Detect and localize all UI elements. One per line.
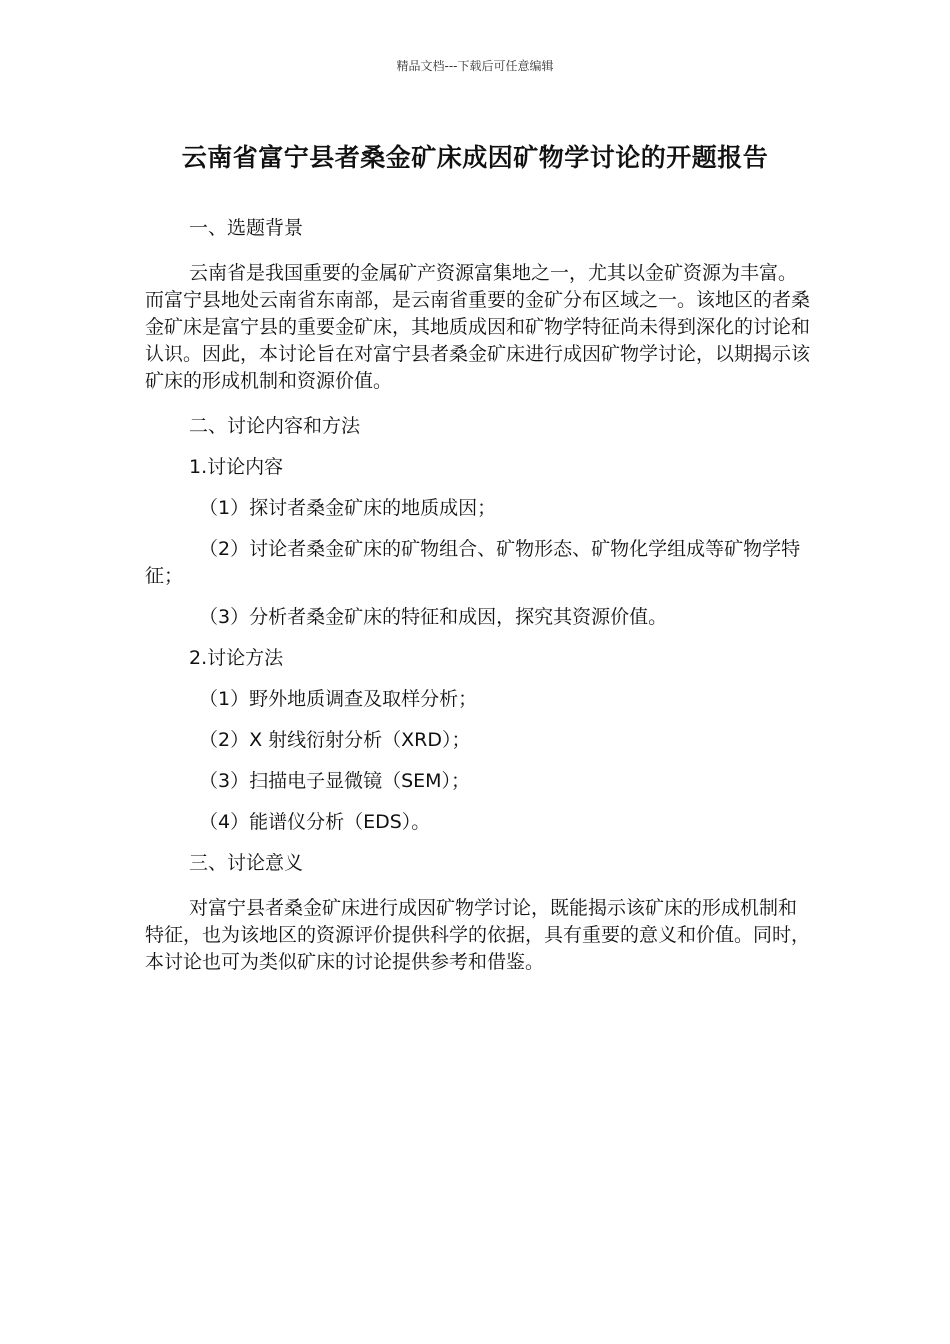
content-item: （2）讨论者桑金矿床的矿物组合、矿物形态、矿物化学组成等矿物学特征；	[145, 538, 801, 587]
document-title: 云南省富宁县者桑金矿床成因矿物学讨论的开题报告	[181, 143, 769, 172]
content-item: （1）探讨者桑金矿床的地质成因；	[199, 497, 497, 519]
background-paragraph: 云南省是我国重要的金属矿产资源富集地之一，尤其以金矿资源为丰富。而富宁县地处云南省东南部，是云南省重要的金矿分布区域之一。该地区的者桑金矿床是富宁县的重要金矿床，其地质成因和矿物学特征尚未得到深化的讨论和认识。因此，本讨论旨在对富宁县者桑金矿床进行成因矿物学讨论，以期揭示该矿床的形成机制和资源价值。	[145, 262, 811, 392]
document-body	[145, 215, 810, 976]
content-item: （3）分析者桑金矿床的特征和成因，探究其资源价值。	[199, 606, 668, 628]
subheading-content: 1.讨论内容	[189, 456, 284, 478]
method-item: （2）X 射线衍射分析（XRD）；	[199, 729, 471, 751]
section-heading-content-method: 二、讨论内容和方法	[189, 415, 361, 437]
method-item: （3）扫描电子显微镜（SEM）；	[199, 770, 471, 792]
method-item: （1）野外地质调查及取样分析；	[199, 688, 478, 710]
section-heading-significance: 三、讨论意义	[189, 852, 304, 874]
page-header-note: 精品文档---下载后可任意编辑	[396, 59, 554, 73]
significance-paragraph: 对富宁县者桑金矿床进行成因矿物学讨论，既能揭示该矿床的形成机制和特征，也为该地区的资源评价提供科学的依据，具有重要的意义和价值。同时，本讨论也可为类似矿床的讨论提供参考和借鉴。	[145, 897, 811, 973]
subheading-method: 2.讨论方法	[189, 647, 284, 669]
section-heading-background: 一、选题背景	[189, 217, 304, 239]
method-item: （4）能谱仪分析（EDS）。	[199, 811, 431, 833]
